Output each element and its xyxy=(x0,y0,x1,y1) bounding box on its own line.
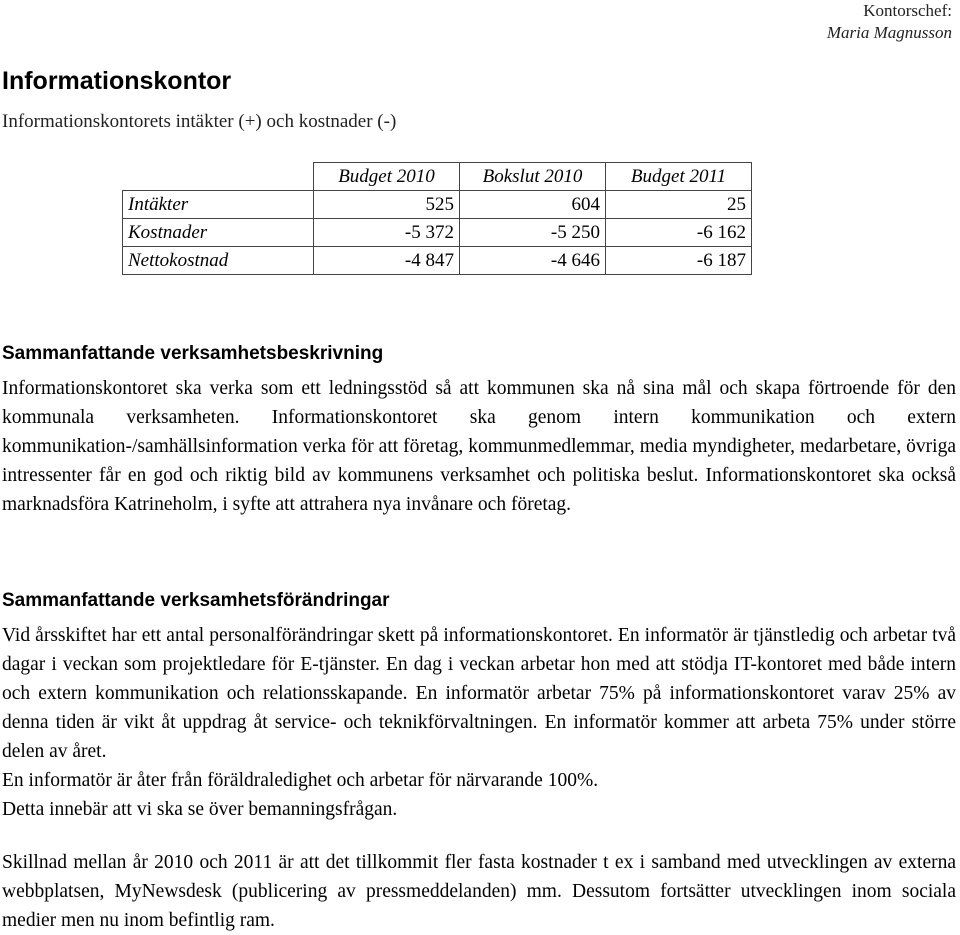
table-cell: 604 xyxy=(460,191,606,219)
row-label: Kostnader xyxy=(123,219,314,247)
changes-paragraph-3: Detta innebär att vi ska se över bemanningsfrågan. xyxy=(2,799,398,820)
table-header-row xyxy=(123,163,752,191)
table-cell: 25 xyxy=(606,191,752,219)
page-subtitle: Informationskontorets intäkter (+) och kostnader (-) xyxy=(2,111,397,132)
summary-paragraph: Informationskontoret ska verka som ett ledningsstöd så att kommunen ska nå sina mål och skapa förtroende för den kommunala verksamheten. Informationskontoret ska genom intern kommunikation och extern kommunikation-/samhällsinformation verka för att företag, kommunmedlemmar, media myndigheter, medarbetare, övriga intressenter får en god och riktig bild av kommunens verksamhet och politiska beslut. Informationskontoret ska också marknadsföra Katrineholm, i syfte att attrahera nya invånare och företag. xyxy=(2,378,956,515)
summary-section xyxy=(2,342,956,519)
changes-section xyxy=(2,589,956,824)
column-header: Budget 2010 xyxy=(314,163,460,191)
row-label: Nettokostnad xyxy=(123,247,314,275)
table-cell: -5 372 xyxy=(314,219,460,247)
page-title: Informationskontor xyxy=(2,67,232,95)
income-cost-table xyxy=(122,162,752,275)
table-cell: -4 646 xyxy=(460,247,606,275)
table-row xyxy=(123,191,752,219)
office-head-name: Maria Magnusson xyxy=(826,23,952,42)
column-header: Bokslut 2010 xyxy=(460,163,606,191)
table-cell: -4 847 xyxy=(314,247,460,275)
changes-paragraph: Vid årsskiftet har ett antal personalförändringar skett på informationskontoret. En informatör är tjänstledig och arbetar två dagar i veckan som projektledare för E-tjänster. En dag i veckan arbetar hon med att stödja IT-kontoret med både intern och extern kommunikation och relationsskapande. En informatör arbetar 75% på informationskontoret varav 25% av denna tiden är vikt åt uppdrag åt service- och teknikförvaltningen. En informatör kommer att arbeta 75% under större delen av året. xyxy=(2,625,956,762)
table-cell: -6 162 xyxy=(606,219,752,247)
table-row xyxy=(123,219,752,247)
office-head-block xyxy=(827,0,952,44)
table-cell: -5 250 xyxy=(460,219,606,247)
changes-paragraph-2: En informatör är åter från föräldraledighet och arbetar för närvarande 100%. xyxy=(2,770,599,791)
changes-heading: Sammanfattande verksamhetsförändringar xyxy=(2,590,390,611)
table-corner-cell xyxy=(123,163,314,191)
column-header: Budget 2011 xyxy=(606,163,752,191)
row-label: Intäkter xyxy=(123,191,314,219)
difference-section xyxy=(2,848,956,935)
office-head-role: Kontorschef: xyxy=(863,1,952,20)
table-row xyxy=(123,247,752,275)
table-cell: -6 187 xyxy=(606,247,752,275)
table-cell: 525 xyxy=(314,191,460,219)
difference-paragraph: Skillnad mellan år 2010 och 2011 är att det tillkommit fler fasta kostnader t ex i samband med utvecklingen av externa webbplatsen, MyNewsdesk (publicering av pressmeddelanden) mm. Dessutom fortsätter utvecklingen inom sociala medier men nu inom befintlig ram. xyxy=(2,852,956,931)
summary-heading: Sammanfattande verksamhetsbeskrivning xyxy=(2,343,384,364)
